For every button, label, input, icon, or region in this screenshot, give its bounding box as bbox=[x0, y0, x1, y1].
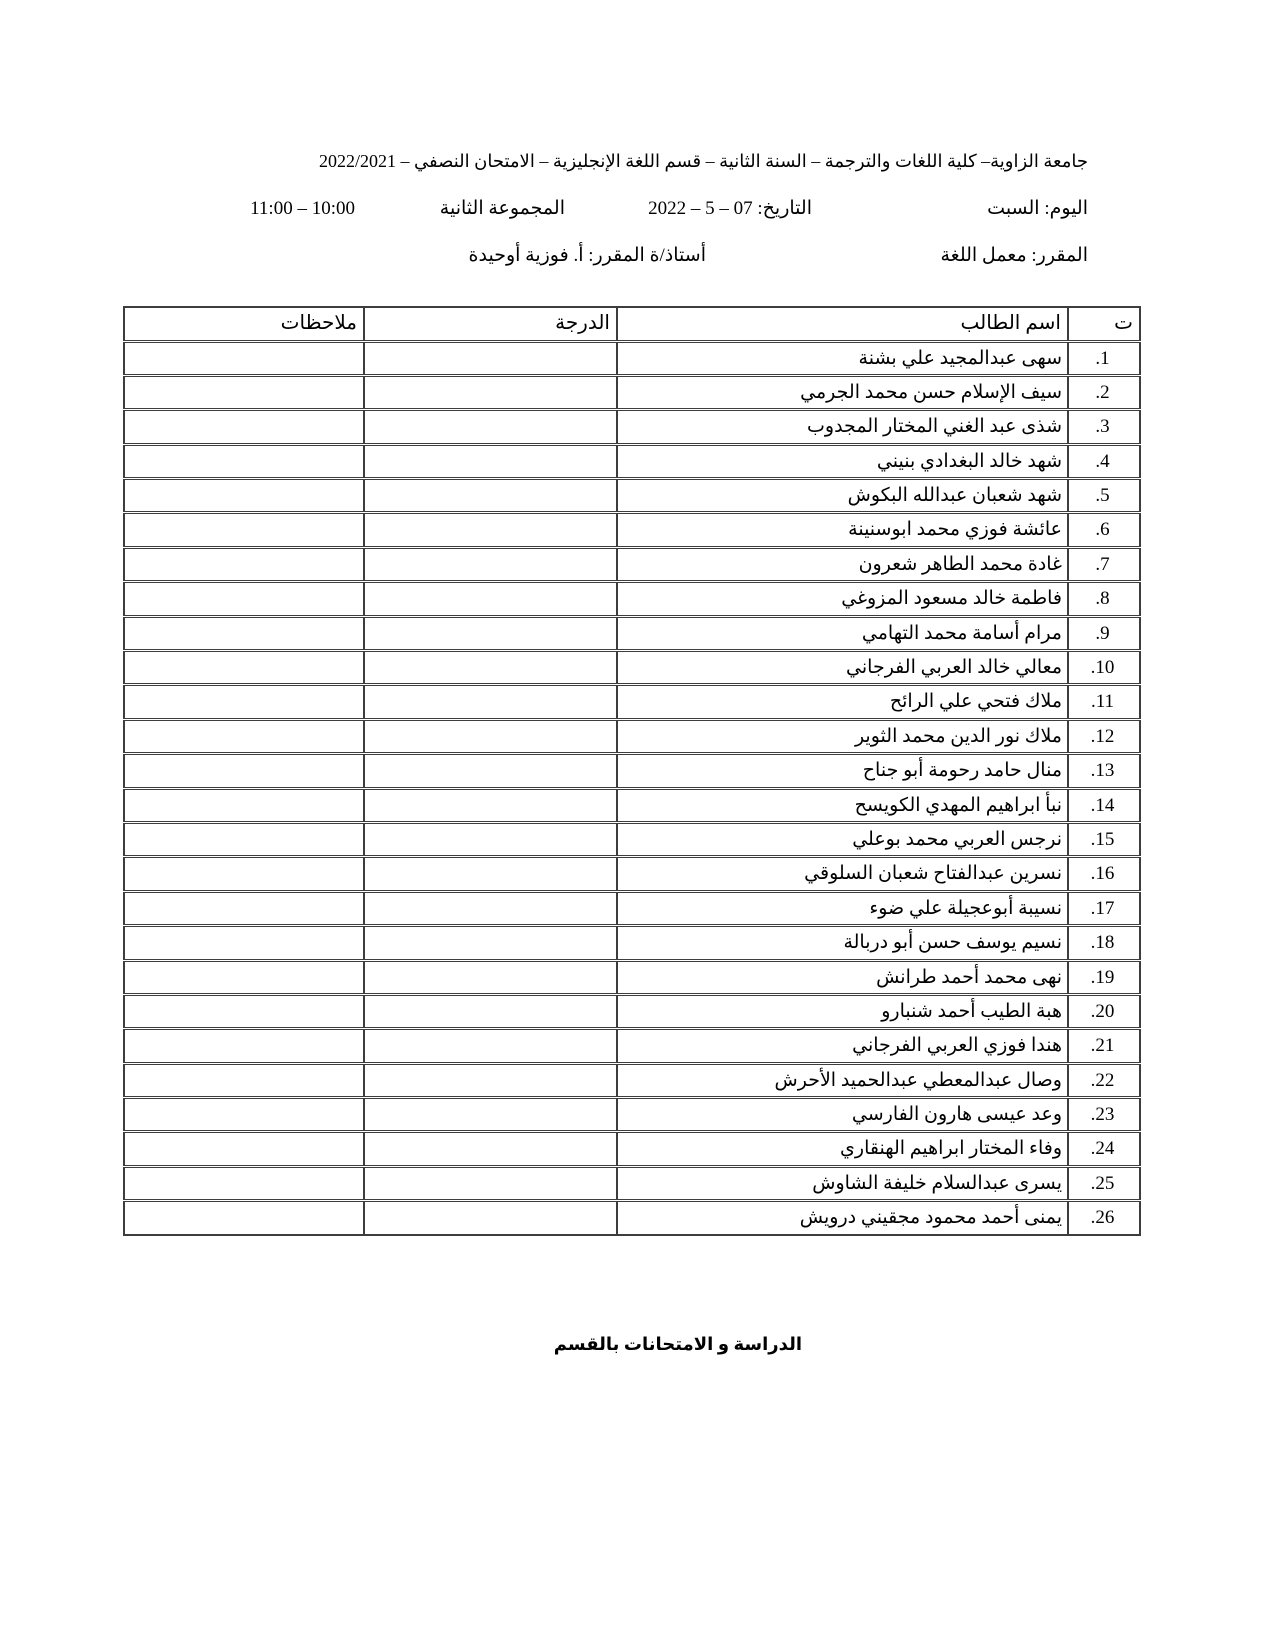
student-name: شهد خالد البغدادي بنيني bbox=[617, 444, 1068, 478]
row-number: 18. bbox=[1068, 926, 1140, 960]
grade-cell[interactable] bbox=[364, 547, 617, 581]
grade-cell[interactable] bbox=[364, 1132, 617, 1166]
table-row bbox=[124, 994, 1140, 1028]
student-name: سهى عبدالمجيد علي بشنة bbox=[617, 341, 1068, 375]
table-row bbox=[124, 582, 1140, 616]
notes-cell[interactable] bbox=[124, 1166, 364, 1200]
notes-cell[interactable] bbox=[124, 410, 364, 444]
notes-cell[interactable] bbox=[124, 788, 364, 822]
table-row bbox=[124, 547, 1140, 581]
table-row bbox=[124, 1201, 1140, 1235]
row-number: 13. bbox=[1068, 754, 1140, 788]
student-name: وصال عبدالمعطي عبدالحميد الأحرش bbox=[617, 1063, 1068, 1097]
notes-cell[interactable] bbox=[124, 582, 364, 616]
row-number: 11. bbox=[1068, 685, 1140, 719]
date-label: التاريخ: 07 – 5 – 2022 bbox=[648, 198, 812, 219]
grade-cell[interactable] bbox=[364, 616, 617, 650]
table-row bbox=[124, 651, 1140, 685]
notes-cell[interactable] bbox=[124, 1098, 364, 1132]
student-name: نهى محمد أحمد طرانش bbox=[617, 960, 1068, 994]
notes-cell[interactable] bbox=[124, 822, 364, 856]
table-row bbox=[124, 410, 1140, 444]
student-name: سيف الإسلام حسن محمد الجرمي bbox=[617, 375, 1068, 409]
row-number: 17. bbox=[1068, 891, 1140, 925]
row-number: 14. bbox=[1068, 788, 1140, 822]
grade-cell[interactable] bbox=[364, 582, 617, 616]
student-name: منال حامد رحومة أبو جناح bbox=[617, 754, 1068, 788]
grade-cell[interactable] bbox=[364, 341, 617, 375]
grade-cell[interactable] bbox=[364, 1166, 617, 1200]
notes-cell[interactable] bbox=[124, 994, 364, 1028]
table-row bbox=[124, 1029, 1140, 1063]
student-name: وعد عيسى هارون الفارسي bbox=[617, 1098, 1068, 1132]
notes-cell[interactable] bbox=[124, 719, 364, 753]
student-name: نبأ ابراهيم المهدي الكويسح bbox=[617, 788, 1068, 822]
column-header-grade: الدرجة bbox=[364, 307, 617, 341]
column-header-notes: ملاحظات bbox=[124, 307, 364, 341]
grade-cell[interactable] bbox=[364, 754, 617, 788]
notes-cell[interactable] bbox=[124, 341, 364, 375]
course-label: المقرر: معمل اللغة bbox=[940, 245, 1088, 266]
row-number: 24. bbox=[1068, 1132, 1140, 1166]
row-number: 12. bbox=[1068, 719, 1140, 753]
student-name: معالي خالد العربي الفرجاني bbox=[617, 651, 1068, 685]
row-number: 21. bbox=[1068, 1029, 1140, 1063]
notes-cell[interactable] bbox=[124, 513, 364, 547]
table-header-row bbox=[124, 307, 1140, 341]
table-row bbox=[124, 479, 1140, 513]
notes-cell[interactable] bbox=[124, 754, 364, 788]
grade-cell[interactable] bbox=[364, 960, 617, 994]
row-number: 19. bbox=[1068, 960, 1140, 994]
table-row bbox=[124, 960, 1140, 994]
grade-cell[interactable] bbox=[364, 857, 617, 891]
notes-cell[interactable] bbox=[124, 444, 364, 478]
row-number: 1. bbox=[1068, 341, 1140, 375]
time-label: 10:00 – 11:00 bbox=[250, 198, 355, 219]
notes-cell[interactable] bbox=[124, 547, 364, 581]
table-row bbox=[124, 1098, 1140, 1132]
day-label: اليوم: السبت bbox=[987, 198, 1088, 219]
row-number: 26. bbox=[1068, 1201, 1140, 1235]
footer-note: الدراسة و الامتحانات بالقسم bbox=[553, 1334, 802, 1354]
table-row bbox=[124, 891, 1140, 925]
table-row bbox=[124, 341, 1140, 375]
notes-cell[interactable] bbox=[124, 857, 364, 891]
row-number: 5. bbox=[1068, 479, 1140, 513]
student-name: يمنى أحمد محمود مجقيني درويش bbox=[617, 1201, 1068, 1235]
notes-cell[interactable] bbox=[124, 479, 364, 513]
grade-cell[interactable] bbox=[364, 1063, 617, 1097]
student-name: شذى عبد الغني المختار المجدوب bbox=[617, 410, 1068, 444]
notes-cell[interactable] bbox=[124, 1201, 364, 1235]
notes-cell[interactable] bbox=[124, 891, 364, 925]
row-number: 25. bbox=[1068, 1166, 1140, 1200]
notes-cell[interactable] bbox=[124, 1132, 364, 1166]
row-number: 4. bbox=[1068, 444, 1140, 478]
grade-cell[interactable] bbox=[364, 651, 617, 685]
row-number: 6. bbox=[1068, 513, 1140, 547]
document-title: جامعة الزاوية– كلية اللغات والترجمة – السنة الثانية – قسم اللغة الإنجليزية – الامتحان النصفي – 2022/2021 bbox=[319, 151, 1088, 171]
notes-cell[interactable] bbox=[124, 616, 364, 650]
column-header-index: ت bbox=[1068, 307, 1140, 341]
student-name: غادة محمد الطاهر شعرون bbox=[617, 547, 1068, 581]
table-row bbox=[124, 685, 1140, 719]
table-row bbox=[124, 822, 1140, 856]
grade-cell[interactable] bbox=[364, 1098, 617, 1132]
row-number: 15. bbox=[1068, 822, 1140, 856]
grade-cell[interactable] bbox=[364, 788, 617, 822]
row-number: 23. bbox=[1068, 1098, 1140, 1132]
table-row bbox=[124, 1132, 1140, 1166]
notes-cell[interactable] bbox=[124, 960, 364, 994]
notes-cell[interactable] bbox=[124, 685, 364, 719]
row-number: 3. bbox=[1068, 410, 1140, 444]
table-row bbox=[124, 1166, 1140, 1200]
student-name: نرجس العربي محمد بوعلي bbox=[617, 822, 1068, 856]
grade-cell[interactable] bbox=[364, 891, 617, 925]
table-row bbox=[124, 444, 1140, 478]
student-name: شهد شعبان عبدالله البكوش bbox=[617, 479, 1068, 513]
row-number: 16. bbox=[1068, 857, 1140, 891]
student-name: مرام أسامة محمد التهامي bbox=[617, 616, 1068, 650]
student-name: فاطمة خالد مسعود المزوغي bbox=[617, 582, 1068, 616]
notes-cell[interactable] bbox=[124, 651, 364, 685]
grade-cell[interactable] bbox=[364, 1201, 617, 1235]
table-row bbox=[124, 926, 1140, 960]
row-number: 22. bbox=[1068, 1063, 1140, 1097]
notes-cell[interactable] bbox=[124, 926, 364, 960]
student-name: هبة الطيب أحمد شنبارو bbox=[617, 994, 1068, 1028]
student-name: يسرى عبدالسلام خليفة الشاوش bbox=[617, 1166, 1068, 1200]
student-name: نسيم يوسف حسن أبو دربالة bbox=[617, 926, 1068, 960]
student-name: ملاك فتحي علي الرائح bbox=[617, 685, 1068, 719]
column-header-student-name: اسم الطالب bbox=[617, 307, 1068, 341]
row-number: 20. bbox=[1068, 994, 1140, 1028]
grade-cell[interactable] bbox=[364, 479, 617, 513]
grade-cell[interactable] bbox=[364, 685, 617, 719]
student-name: ملاك نور الدين محمد الثوير bbox=[617, 719, 1068, 753]
table-row bbox=[124, 719, 1140, 753]
row-number: 7. bbox=[1068, 547, 1140, 581]
table-row bbox=[124, 513, 1140, 547]
student-name: هندا فوزي العربي الفرجاني bbox=[617, 1029, 1068, 1063]
table-row bbox=[124, 788, 1140, 822]
grade-cell[interactable] bbox=[364, 994, 617, 1028]
notes-cell[interactable] bbox=[124, 1029, 364, 1063]
row-number: 10. bbox=[1068, 651, 1140, 685]
notes-cell[interactable] bbox=[124, 375, 364, 409]
grade-cell[interactable] bbox=[364, 375, 617, 409]
grade-cell[interactable] bbox=[364, 444, 617, 478]
student-name: عائشة فوزي محمد ابوسنينة bbox=[617, 513, 1068, 547]
grade-cell[interactable] bbox=[364, 822, 617, 856]
student-name: نسرين عبدالفتاح شعبان السلوقي bbox=[617, 857, 1068, 891]
row-number: 2. bbox=[1068, 375, 1140, 409]
grade-cell[interactable] bbox=[364, 719, 617, 753]
notes-cell[interactable] bbox=[124, 1063, 364, 1097]
table-row bbox=[124, 616, 1140, 650]
students-table bbox=[123, 306, 1141, 1236]
grade-cell[interactable] bbox=[364, 513, 617, 547]
row-number: 8. bbox=[1068, 582, 1140, 616]
student-name: وفاء المختار ابراهيم الهنقاري bbox=[617, 1132, 1068, 1166]
instructor-label: أستاذ/ة المقرر: أ. فوزية أوحيدة bbox=[468, 245, 706, 266]
table-row bbox=[124, 857, 1140, 891]
grade-cell[interactable] bbox=[364, 410, 617, 444]
row-number: 9. bbox=[1068, 616, 1140, 650]
table-row bbox=[124, 375, 1140, 409]
table-row bbox=[124, 754, 1140, 788]
group-label: المجموعة الثانية bbox=[439, 198, 565, 219]
student-name: نسيبة أبوعجيلة علي ضوء bbox=[617, 891, 1068, 925]
grade-cell[interactable] bbox=[364, 1029, 617, 1063]
grade-cell[interactable] bbox=[364, 926, 617, 960]
table-row bbox=[124, 1063, 1140, 1097]
